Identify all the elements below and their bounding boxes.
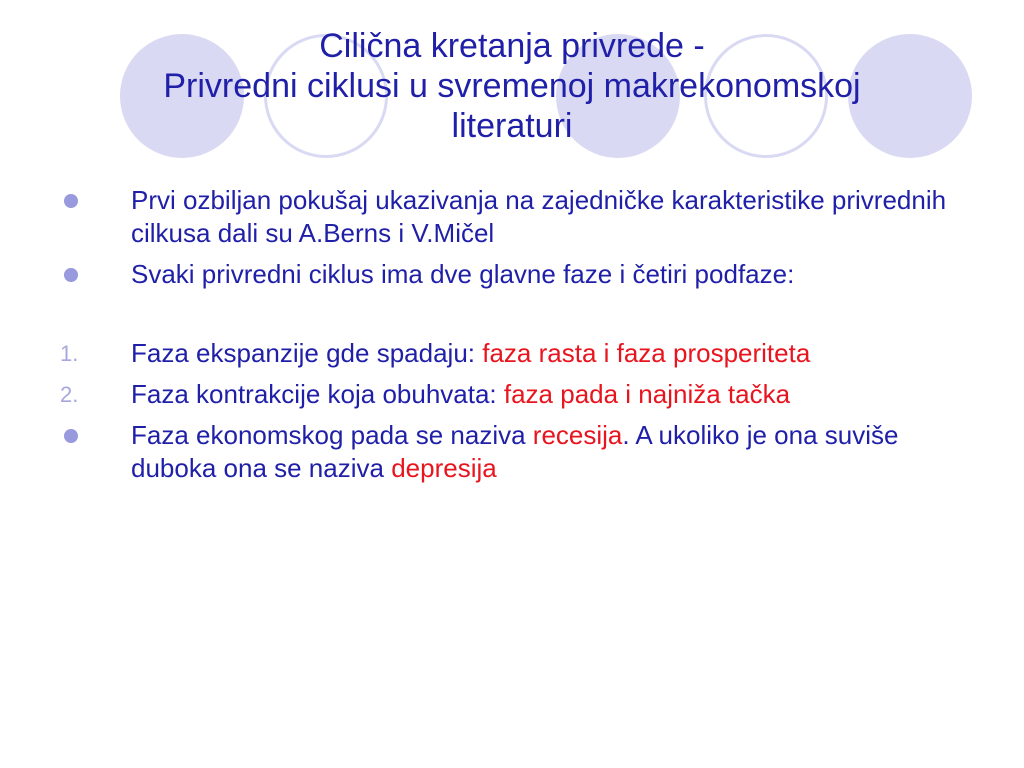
highlight-text: recesija: [532, 420, 623, 450]
list-number: 1.: [60, 341, 79, 366]
highlight-text: depresija: [391, 453, 497, 483]
list-item-text: Faza ekonomskog pada se naziva: [131, 420, 533, 450]
list-item-text: Svaki privredni ciklus ima dve glavne faze i četiri podfaze:: [131, 259, 795, 289]
highlight-text: faza pada i najniža tačka: [503, 379, 791, 409]
list-item-text: Faza ekspanzije gde spadaju:: [131, 338, 483, 368]
title-line-2: Privredni ciklusi u svremenoj makrekonomskoj: [163, 67, 861, 105]
list-item-1: [60, 184, 950, 250]
slide-title: [60, 26, 964, 146]
list-item-5: [60, 419, 950, 485]
bullet-dot-icon: [64, 268, 78, 282]
list-item-4: [60, 378, 950, 411]
bullet-dot-icon: [64, 194, 78, 208]
highlight-text: faza rasta i faza prosperiteta: [482, 338, 811, 368]
list-item-2: [60, 258, 950, 291]
title-line-1: Cilična kretanja privrede -: [319, 27, 705, 65]
list-item-3: [60, 337, 950, 370]
list-spacer: [60, 299, 950, 337]
list-item-text: Faza kontrakcije koja obuhvata:: [131, 379, 504, 409]
bullet-dot-icon: [64, 429, 78, 443]
bullet-list: [60, 184, 950, 493]
list-item-text: Prvi ozbiljan pokušaj ukazivanja na zajedničke karakteristike privrednih cilkusa dali su A.Berns i V.Mičel: [131, 185, 947, 248]
list-item-text: . A ukoliko je ona suviše duboka ona se naziva: [131, 420, 899, 483]
title-line-3: literaturi: [451, 107, 573, 145]
list-number: 2.: [60, 382, 79, 407]
